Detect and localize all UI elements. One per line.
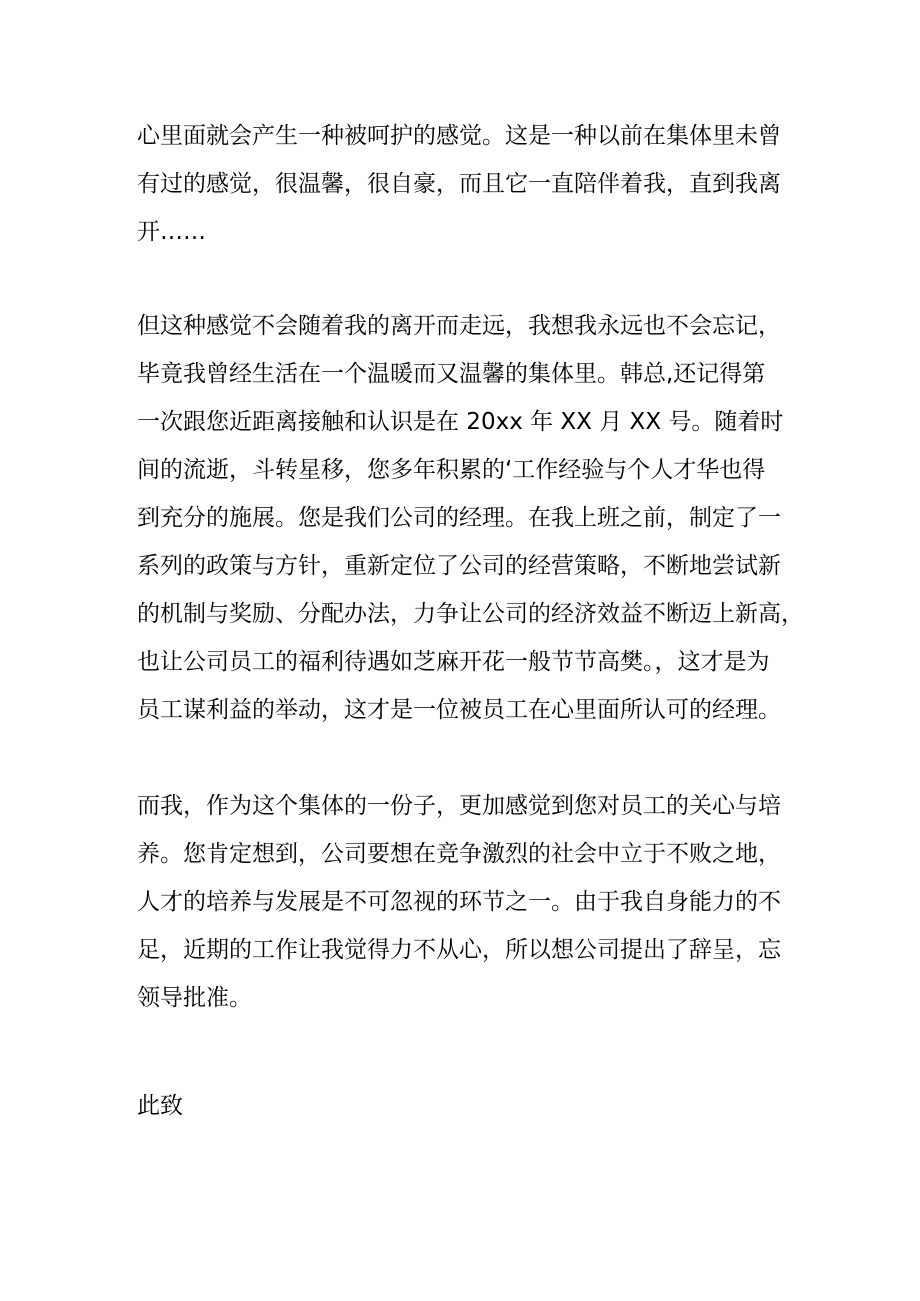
text-line: 员工谋利益的举动，这才是一位被员工在心里面所认可的经理。 <box>137 697 781 723</box>
text-line: 一次跟您近距离接触和认识是在 20xx 年 XX 月 XX 号。随着时 <box>137 409 784 435</box>
text-line: 有过的感觉，很温馨，很自豪，而且它一直陪伴着我，直到我离 <box>137 171 781 197</box>
text-line: 心里面就会产生一种被呵护的感觉。这是一种以前在集体里未曾 <box>137 123 781 149</box>
paragraph-2 <box>137 302 817 734</box>
text-line: 领导批准。 <box>137 985 252 1011</box>
text-line: 而我，作为这个集体的一份子，更加感觉到您对员工的关心与培 <box>137 793 781 819</box>
text-line: 开…… <box>137 219 206 245</box>
text-line: 间的流逝，斗转星移，您多年积累的‘工作经验与个人才华也得 <box>137 457 766 483</box>
closing-salutation <box>137 1082 817 1130</box>
text-line: 到充分的施展。您是我们公司的经理。在我上班之前，制定了一 <box>137 505 781 531</box>
text-line: 的机制与奖励、分配办法，力争让公司的经济效益不断迈上新高， <box>137 601 804 627</box>
text-line: 但这种感觉不会随着我的离开而走远，我想我永远也不会忘记， <box>137 313 781 339</box>
text-line: 人才的培养与发展是不可忽视的环节之一。由于我自身能力的不 <box>137 889 781 915</box>
paragraph-1 <box>137 112 817 256</box>
text-line: 毕竟我曾经生活在一个温暖而又温馨的集体里。韩总,还记得第 <box>137 361 766 387</box>
text-line: 系列的政策与方针，重新定位了公司的经营策略，不断地尝试新 <box>137 553 781 579</box>
paragraph-3 <box>137 782 817 1022</box>
text-line: 养。您肯定想到，公司要想在竞争激烈的社会中立于不败之地， <box>137 841 781 867</box>
text-line: 足，近期的工作让我觉得力不从心，所以想公司提出了辞呈，忘 <box>137 937 781 963</box>
closing-text: 此致 <box>137 1093 183 1119</box>
text-line: 也让公司员工的福利待遇如芝麻开花一般节节高樊。，这才是为 <box>137 649 770 675</box>
